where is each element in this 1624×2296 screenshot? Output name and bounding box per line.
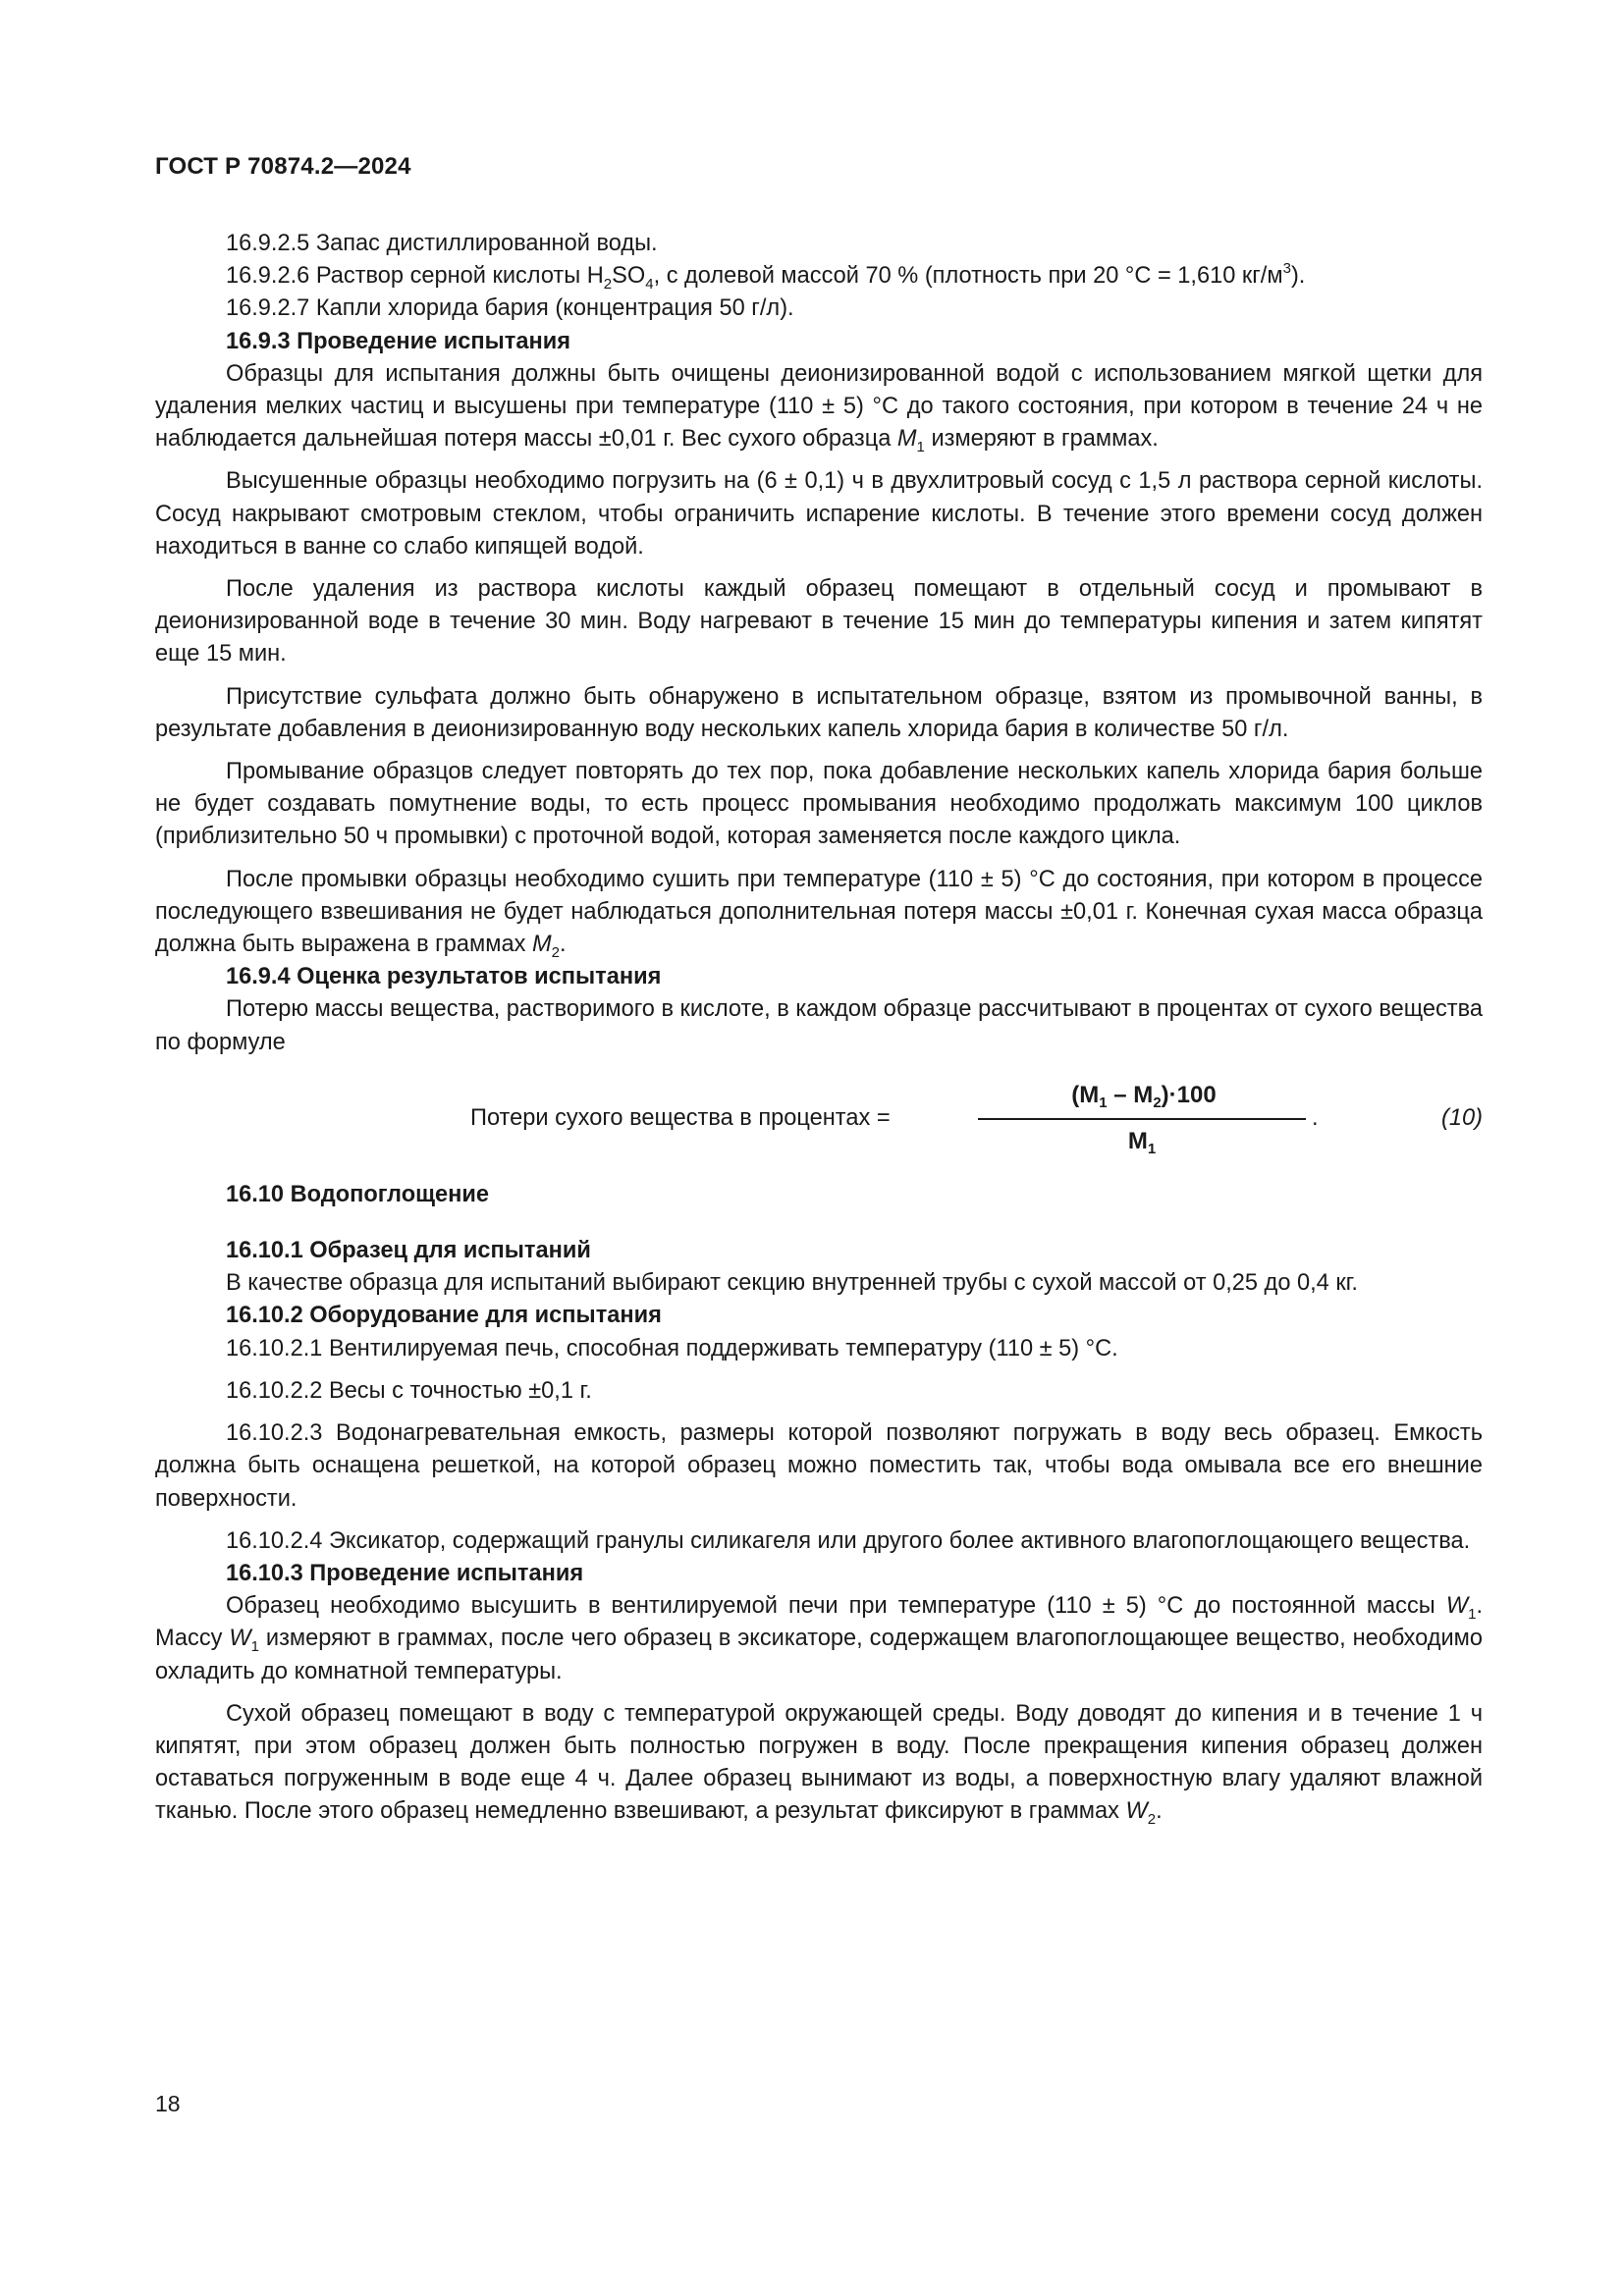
subscript: 2: [603, 276, 613, 294]
text-run: – M: [1107, 1081, 1154, 1108]
item-16-9-2-6: [155, 260, 1483, 293]
formula-numerator: [978, 1077, 1306, 1114]
section-heading-16-10-2: 16.10.2 Оборудование для испытания: [226, 1303, 662, 1329]
formula-fraction: [978, 1077, 1306, 1159]
variable: M: [531, 932, 552, 958]
variable: W: [1125, 1798, 1148, 1825]
subscript: 2: [551, 944, 560, 962]
paragraph-sample: В качестве образца для испытаний выбирают секцию внутренней трубы с сухой массой от 0,25 до 0,4 кг.: [226, 1270, 1358, 1297]
subscript: 1: [916, 439, 925, 456]
paragraph-cleaning: [155, 358, 1483, 456]
standard-header: ГОСТ Р 70874.2—2024: [155, 153, 411, 180]
fraction-bar: [978, 1118, 1306, 1120]
page-number: 18: [155, 2091, 181, 2116]
paragraph-repeat-washing: Промывание образцов следует повторять до тех пор, пока добавление нескольких капель хлорида бария больше не будет создавать помутнение воды, то есть процесс промывания необходимо продолжать максимум 100 циклов (приблизительно 50 ч промывки) с проточной водой, которая заменяется после каждого цикла.: [155, 759, 1483, 850]
text-run: Образец необходимо высушить в вентилируемой печи при температуре (110 ± 5) °С до постоянной массы: [226, 1593, 1446, 1620]
text-run: Сухой образец помещают в воду с температурой окружающей среды. Воду доводят до кипения и в течение 1 ч кипятят, при этом образец должен быть полностью погружен в воду. После прекращения кипения образец должен оставаться погруженным в воде еще 4 ч. Далее образец вынимают из воды, а поверхностную влагу удаляют влажной тканью. После этого образец немедленно взвешивают, а результат фиксируют в граммах: [155, 1700, 1483, 1825]
section-heading-16-9-3: 16.9.3 Проведение испытания: [226, 328, 571, 354]
superscript: 3: [1282, 260, 1291, 278]
item-16-9-2-7: 16.9.2.7 Капли хлорида бария (концентрация 50 г/л).: [226, 295, 794, 322]
variable: M: [896, 426, 917, 453]
text-run: измеряют в граммах, после чего образец в эксикаторе, содержащем влагопоглощающее вещество, необходимо охладить до комнатной температуры.: [155, 1626, 1484, 1684]
formula-denominator: [978, 1124, 1306, 1159]
item-16-10-2-2: 16.10.2.2 Весы с точностью ±0,1 г.: [226, 1377, 592, 1404]
section-heading-16-10-3: 16.10.3 Проведение испытания: [226, 1560, 584, 1586]
paragraph-sulfate: Присутствие сульфата должно быть обнаружено в испытательном образце, взятом из промывочной ванны, в результате добавления в деионизированную воду нескольких капель хлорида бария в количестве 50 г/л.: [155, 683, 1483, 742]
subscript: 1: [1099, 1094, 1108, 1111]
formula-label: Потери сухого вещества в процентах =: [470, 1104, 891, 1131]
subscript: 2: [1147, 1811, 1157, 1829]
text-run: .: [559, 932, 567, 958]
text-run: Образцы для испытания должны быть очищены деионизированной водой с использованием мягкой щетки для удаления мелких частиц и высушены при температуре (110 ± 5) °С до такого состояния, при котором в течение 24 ч не наблюдается дальнейшая потеря массы ±0,01 г. Вес сухого образца: [155, 360, 1483, 453]
item-16-10-2-1: 16.10.2.1 Вентилируемая печь, способная поддерживать температуру (110 ± 5) °С.: [226, 1335, 1118, 1362]
text-run: ).: [1290, 263, 1306, 290]
paragraph-evaluation: Потерю массы вещества, растворимого в кислоте, в каждом образце рассчитывают в процентах от сухого вещества по формуле: [155, 996, 1483, 1055]
paragraph-drying: [155, 864, 1483, 962]
text-run: , с долевой массой 70 % (плотность при 20 °С = 1,610 кг/м: [653, 263, 1283, 290]
text-run: (M: [1071, 1081, 1100, 1108]
subscript: 1: [1147, 1140, 1157, 1157]
paragraph-rinsing: После удаления из раствора кислоты каждый образец помещают в отдельный сосуд и промывают в деионизированной воде в течение 30 мин. Воду нагревают в течение 15 мин до температуры кипения и затем кипятят еще 15 мин.: [155, 576, 1483, 667]
section-heading-16-10-1: 16.10.1 Образец для испытаний: [226, 1238, 591, 1264]
text-run: После промывки образцы необходимо сушить при температуре (110 ± 5) °С до состояния, при котором в процессе последующего взвешивания не будет наблюдаться дополнительная потеря массы ±0,01 г. Конечная сухая масса образца должна быть выражена в граммах: [155, 866, 1483, 958]
paragraph-oven-drying: [155, 1590, 1483, 1688]
section-heading-16-10: 16.10 Водопоглощение: [226, 1181, 490, 1207]
paragraph-immersion: Высушенные образцы необходимо погрузить на (6 ± 0,1) ч в двухлитровый сосуд с 1,5 л раствора серной кислоты. Сосуд накрывают смотровым стеклом, чтобы ограничить испарение кислоты. В течение этого времени сосуд должен находиться в ванне со слабо кипящей водой.: [155, 468, 1483, 560]
variable: W: [1445, 1593, 1469, 1620]
text-run: .: [1156, 1798, 1163, 1825]
formula-number: (10): [1441, 1104, 1483, 1131]
variable: W: [229, 1626, 251, 1652]
text-run: SO: [612, 263, 646, 290]
formula-period: .: [1312, 1104, 1319, 1131]
text-run: . Массу: [155, 1593, 1483, 1652]
subscript: 1: [1468, 1606, 1477, 1624]
text-run: измеряют в граммах.: [924, 426, 1159, 453]
text-run: )·100: [1161, 1081, 1217, 1108]
subscript: 4: [645, 276, 654, 294]
text-run: 16.9.2.6 Раствор серной кислоты H: [226, 263, 604, 290]
page-content: [155, 228, 1483, 1829]
text-run: M: [1127, 1127, 1148, 1154]
paragraph-boiling: [155, 1698, 1483, 1829]
section-heading-16-9-4: 16.9.4 Оценка результатов испытания: [226, 964, 662, 990]
item-16-10-2-3: 16.10.2.3 Водонагревательная емкость, размеры которой позволяют погружать в воду весь образец. Емкость должна быть оснащена решеткой, на которой образец можно поместить так, чтобы вода омывала все его внешние поверхности.: [155, 1420, 1483, 1512]
item-16-10-2-4: 16.10.2.4 Эксикатор, содержащий гранулы силикагеля или другого более активного влагопоглощающего вещества.: [226, 1527, 1471, 1554]
subscript: 2: [1153, 1094, 1162, 1111]
item-16-9-2-5: 16.9.2.5 Запас дистиллированной воды.: [226, 231, 658, 256]
formula-10: [155, 1077, 1483, 1165]
subscript: 1: [250, 1638, 259, 1656]
